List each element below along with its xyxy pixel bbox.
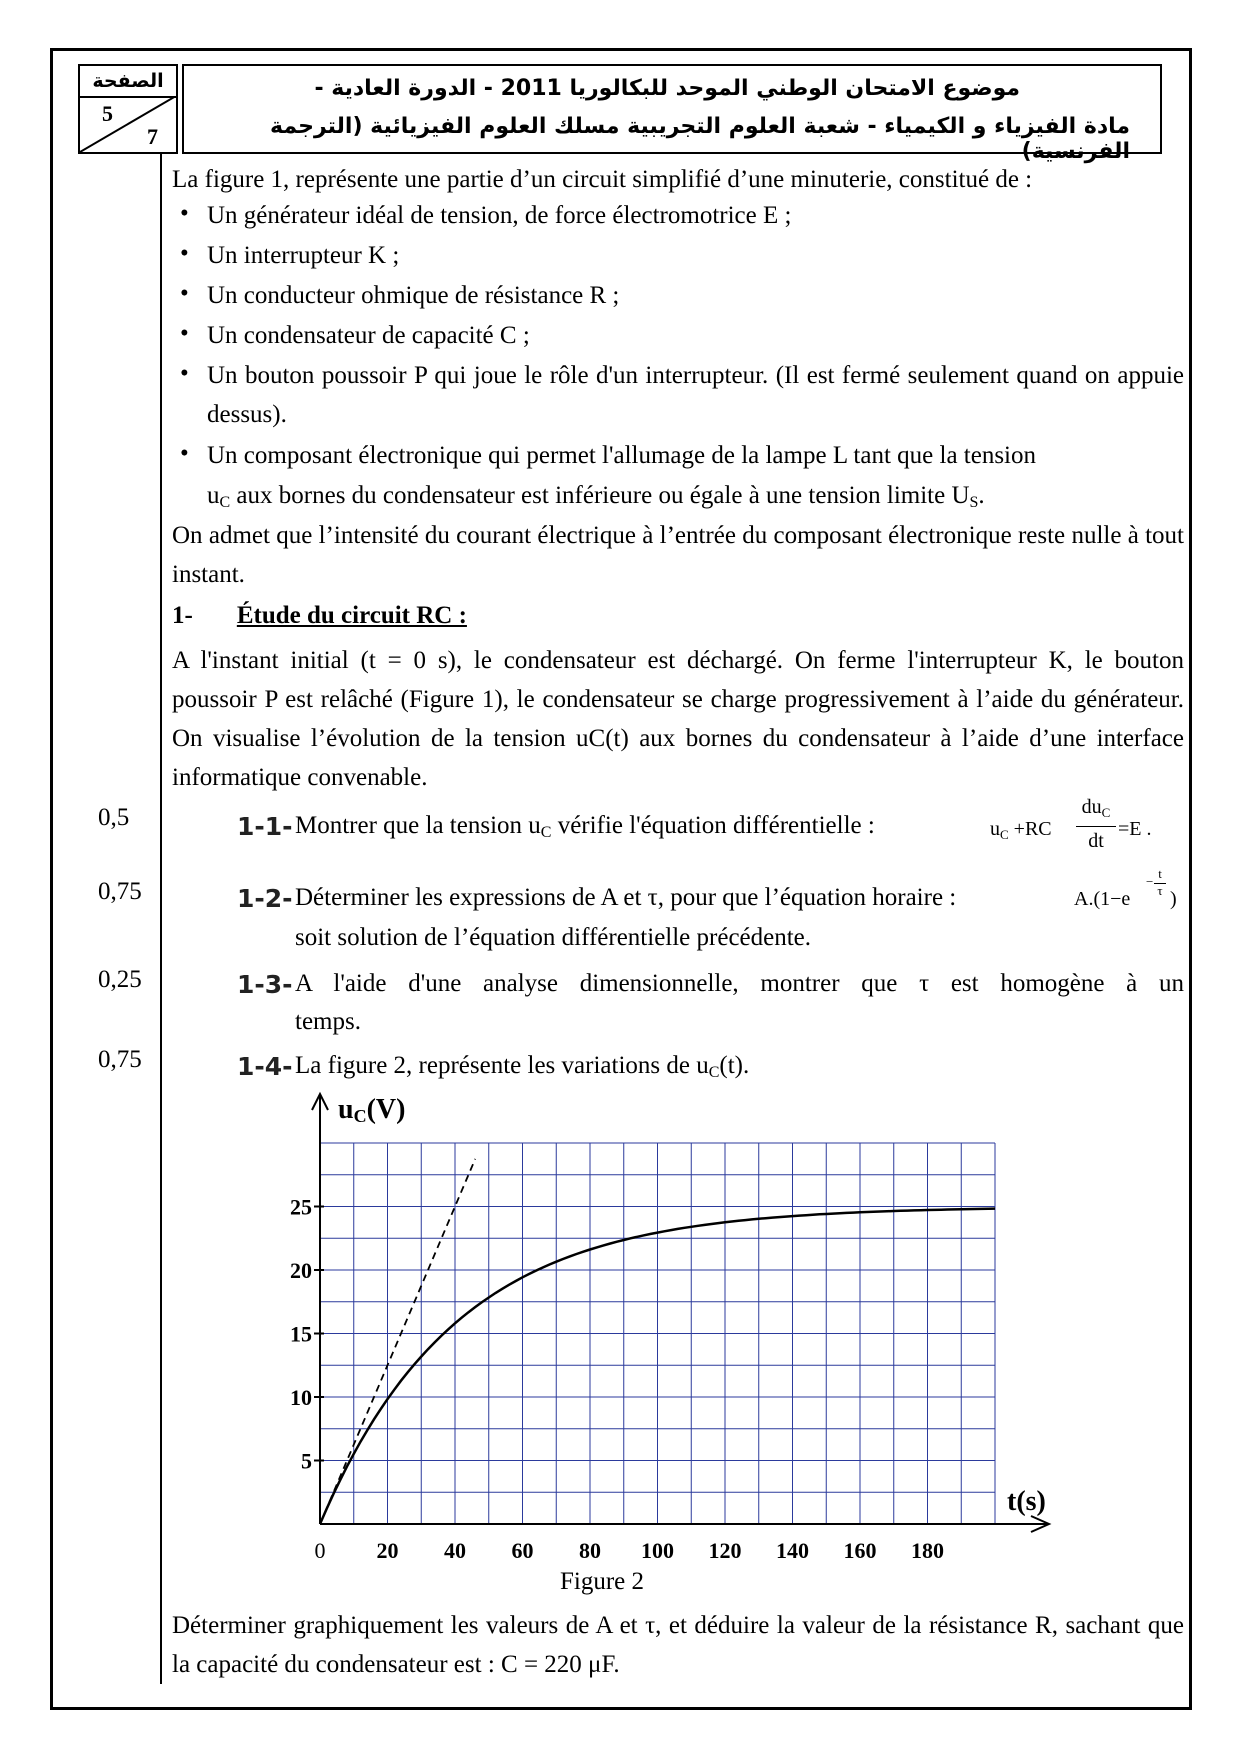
x-tick-label: 40 bbox=[444, 1538, 466, 1563]
y-tick-label: 5 bbox=[301, 1448, 312, 1474]
x-tick-label: 0 bbox=[314, 1538, 326, 1563]
section-1-heading: 1- Étude du circuit RC : bbox=[172, 602, 467, 629]
question-mark: 0,25 bbox=[98, 966, 142, 993]
bullet: • bbox=[180, 440, 189, 467]
x-tick-label: 60 bbox=[511, 1538, 534, 1563]
component-item: Un conducteur ohmique de résistance R ; bbox=[207, 282, 620, 309]
question-number: 1-1- bbox=[237, 812, 293, 841]
x-tick-label: 80 bbox=[579, 1538, 601, 1563]
question-number: 1-2- bbox=[237, 884, 293, 913]
exam-header bbox=[182, 64, 1162, 164]
section-1-text: A l'instant initial (t = 0 s), le condensateur est déchargé. On ferme l'interrupteur K, le bouton poussoir P est relâché (Figure 1), le condensateur se charge progressivement à l’aide du générateur. On visualise l’évolution de la tension uC(t) aux bornes du condensateur à l’aide d’une interface informatique convenable. bbox=[172, 647, 1184, 791]
bullet: • bbox=[180, 200, 189, 227]
question-number: 1-4- bbox=[237, 1052, 293, 1081]
y-axis-label: uC(V) bbox=[338, 1094, 406, 1126]
y-tick-label: 15 bbox=[290, 1321, 312, 1347]
final-question-text: Déterminer graphiquement les valeurs de A et τ, et déduire la valeur de la résistance R, sachant que la capacité du condensateur est : C = 220 μF. bbox=[172, 1612, 1184, 1678]
component-item: Un bouton poussoir P qui joue le rôle d'un interrupteur. (Il est fermé seulement quand on appuie dessus). bbox=[207, 362, 1184, 428]
question-mark: 0,5 bbox=[98, 804, 130, 831]
x-tick-label: 180 bbox=[911, 1538, 944, 1563]
question-text: A l'aide d'une analyse dimensionnelle, montrer que τ est homogène à un bbox=[295, 970, 1184, 997]
page-total: 7 bbox=[147, 124, 158, 149]
component-item: Un générateur idéal de tension, de force électromotrice E ; bbox=[207, 202, 792, 229]
page-divider bbox=[80, 96, 176, 152]
question-text-continued: soit solution de l’équation différentielle précédente. bbox=[295, 924, 812, 951]
y-tick-label: 20 bbox=[290, 1258, 312, 1283]
x-tick-label: 120 bbox=[708, 1538, 742, 1563]
x-tick-label: 100 bbox=[641, 1538, 674, 1563]
y-tick-label: 10 bbox=[290, 1385, 312, 1410]
question-text-continued: temps. bbox=[295, 1008, 361, 1035]
page-label: الصفحة bbox=[80, 68, 176, 98]
component-item: Un interrupteur K ; bbox=[207, 242, 400, 269]
figure-caption: Figure 2 bbox=[560, 1568, 645, 1595]
question-text: La figure 2, représente les variations de $u_C(t)$. bbox=[295, 1052, 750, 1081]
admit-text: On admet que l’intensité du courant électrique à l’entrée du composant électronique reste nulle à tout instant. bbox=[172, 522, 1184, 588]
bullet: • bbox=[180, 320, 189, 347]
uc-chart bbox=[270, 1088, 1070, 1568]
intro-text: La figure 1, représente une partie d’un circuit simplifié d’une minuterie, constitué de : bbox=[172, 166, 1033, 193]
header-line-2: مادة الفيزياء و الكيمياء - شعبة العلوم التجريبية مسلك العلوم الفيزيائية (الترجمة الفرنسية) bbox=[270, 114, 1130, 164]
question-number: 1-3- bbox=[237, 970, 293, 999]
y-tick-label: 25 bbox=[290, 1194, 312, 1220]
page-number-box bbox=[78, 64, 178, 154]
page-number: 5 bbox=[102, 101, 113, 126]
margin-rule bbox=[160, 154, 162, 1684]
tangent-line bbox=[320, 1159, 475, 1524]
time-equation: A.(1−e − t τ ) bbox=[1074, 866, 1177, 910]
component-item: Un condensateur de capacité C ; bbox=[207, 322, 530, 349]
component-item: Un composant électronique qui permet l'allumage de la lampe L tant que la tension bbox=[207, 442, 1037, 469]
question-text: Montrer que la tension $u_C$ vérifie l'équation différentielle : bbox=[295, 812, 875, 841]
bullet: • bbox=[180, 240, 189, 267]
x-axis-label: t(s) bbox=[1007, 1486, 1046, 1517]
x-tick-label: 160 bbox=[843, 1538, 877, 1563]
differential-equation: $u_C +RC$ $du_C$ dt =E . bbox=[990, 796, 1152, 852]
x-tick-label: 140 bbox=[776, 1538, 809, 1563]
bullet: • bbox=[180, 280, 189, 307]
bullet: • bbox=[180, 360, 189, 387]
header-line-1: موضوع الامتحان الوطني الموحد للبكالوريا 2011 - الدورة العادية - bbox=[314, 76, 1020, 101]
question-mark: 0,75 bbox=[98, 878, 142, 905]
question-text: Déterminer les expressions de A et τ, pour que l’équation horaire : bbox=[295, 884, 957, 911]
question-mark: 0,75 bbox=[98, 1046, 142, 1073]
component-item-continued: $u_C$ aux bornes du condensateur est inférieure ou égale à une tension limite $U_S$. bbox=[207, 482, 985, 511]
x-tick-label: 20 bbox=[376, 1538, 399, 1563]
